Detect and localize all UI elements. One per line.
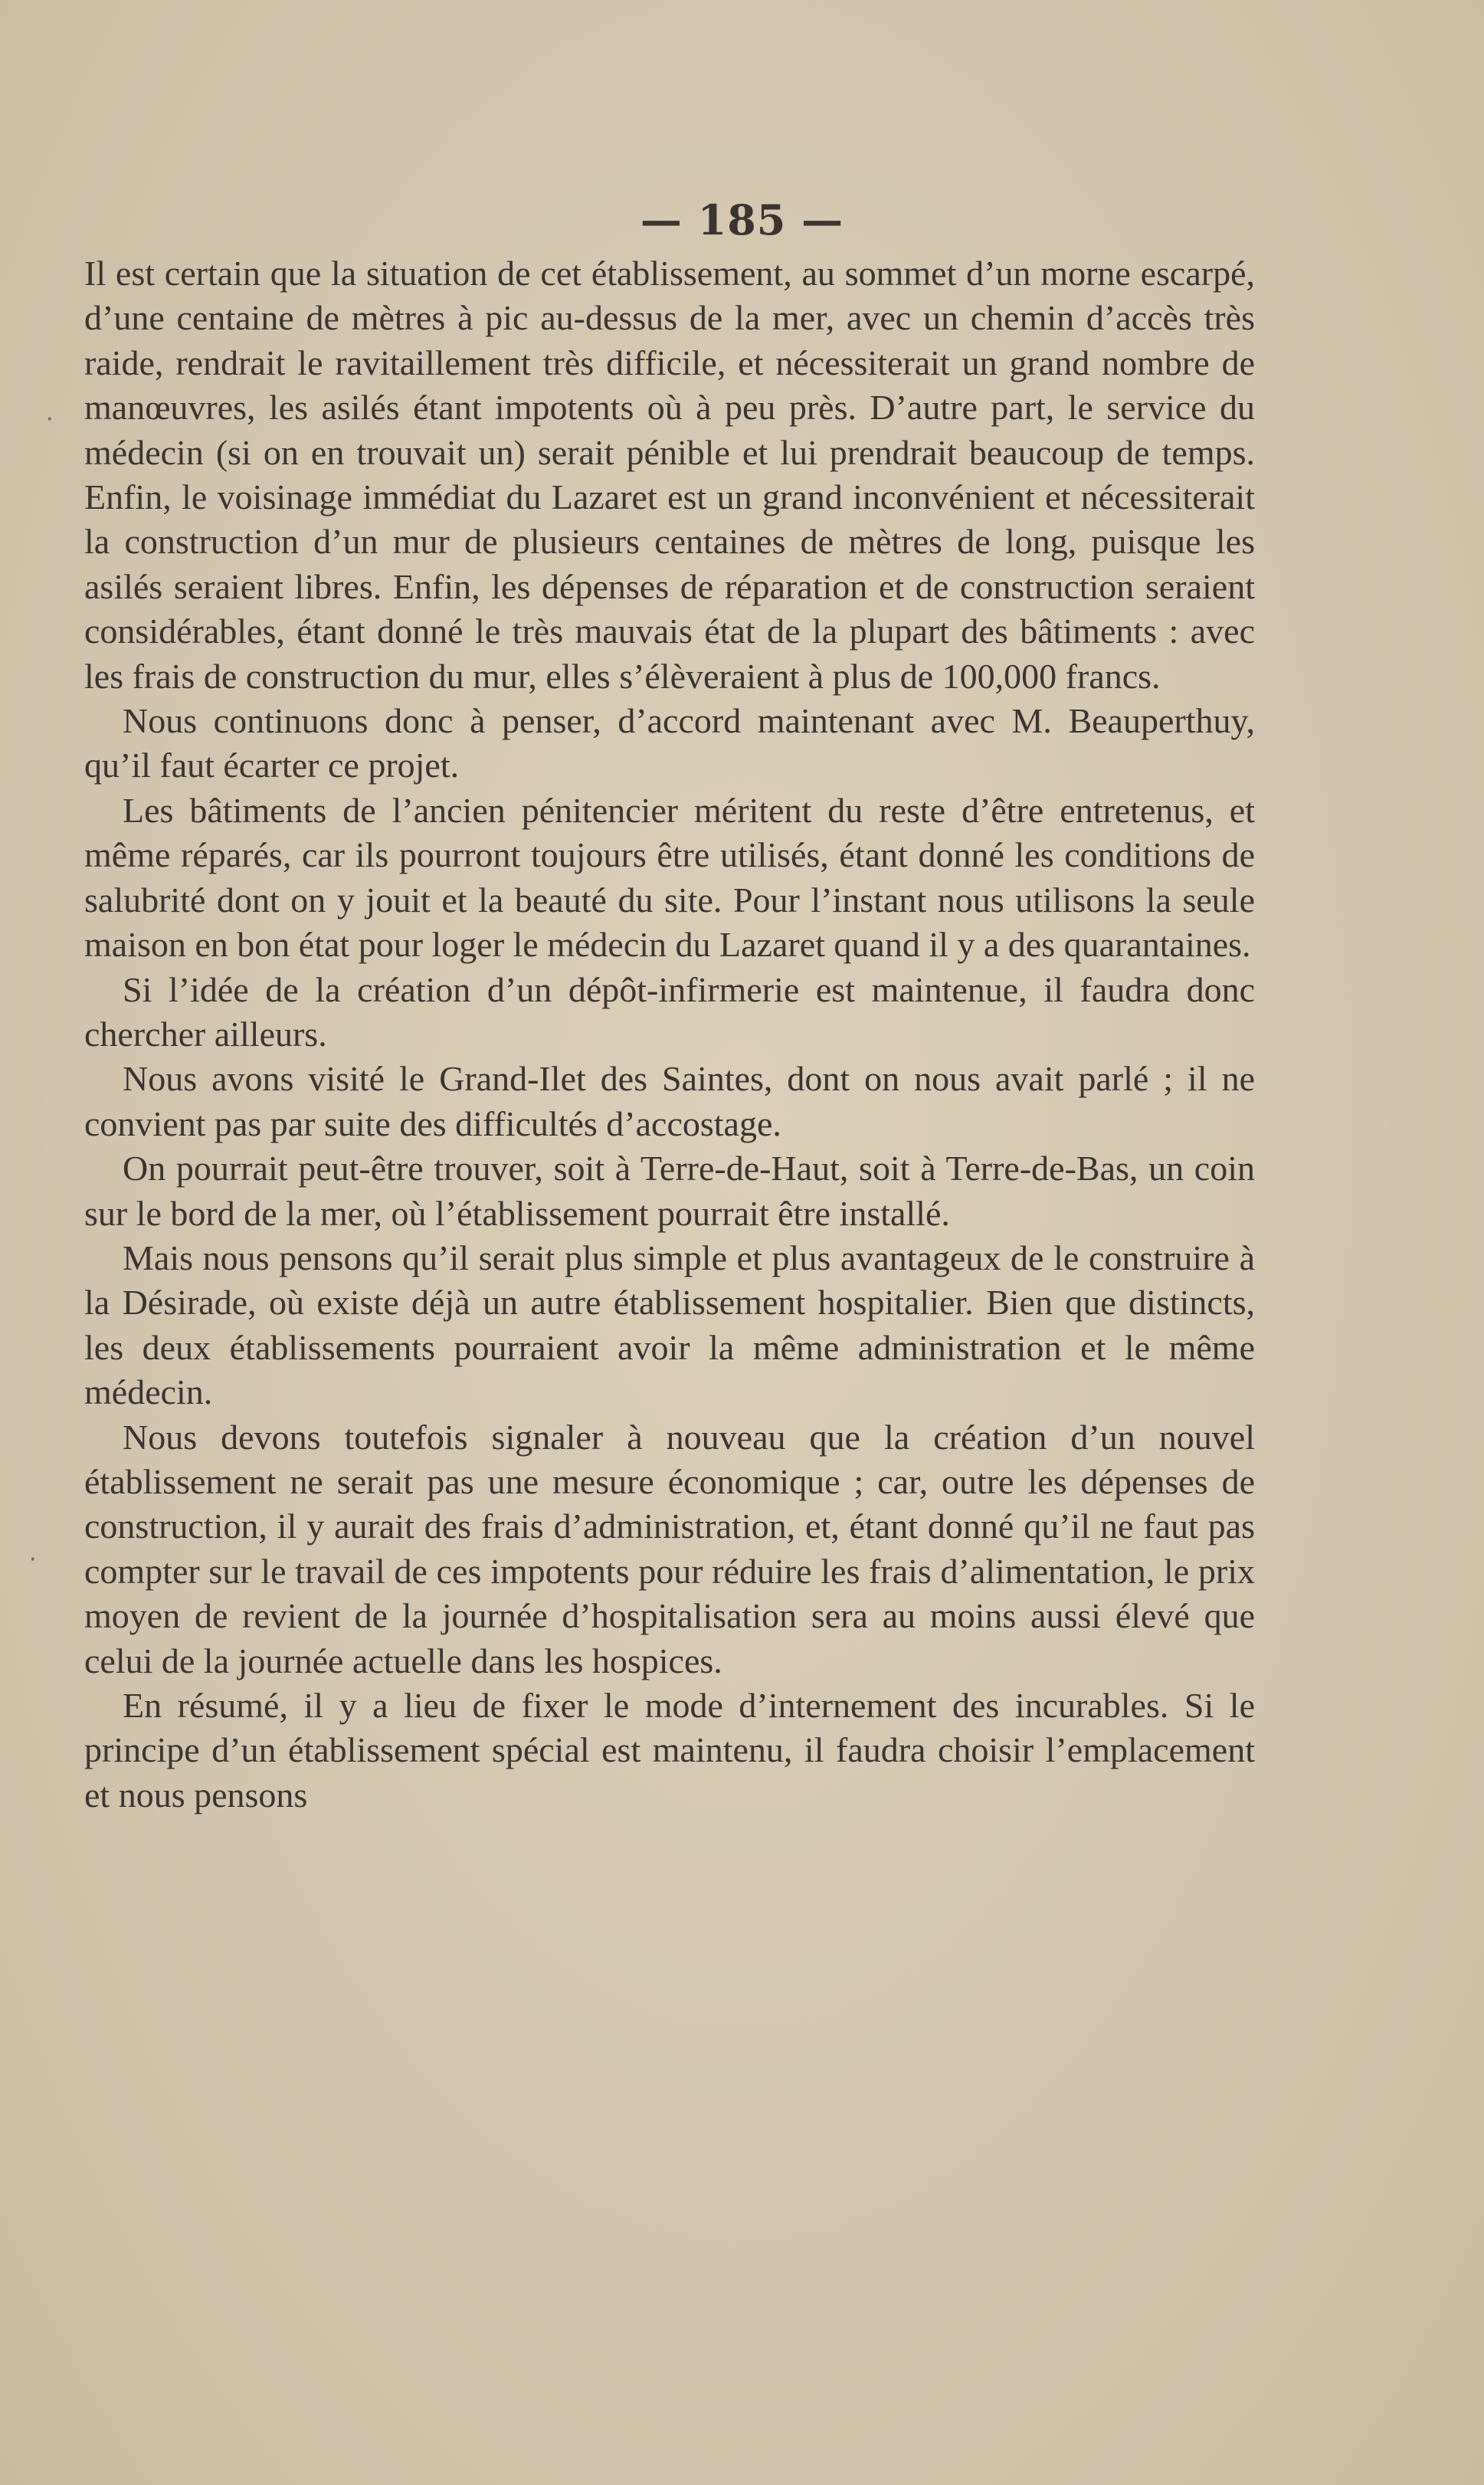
paragraph: Les bâtiments de l’ancien pénitencier méritent du reste d’être entretenus, et même réparés, car ils pourront toujours être utilisés, étant donné les conditions de salubrité dont on y jouit et la beauté du site. Pour l’instant nous utilisons la seule maison en bon état pour loger le médecin du Lazaret quand il y a des quarantaines. (84, 790, 1255, 965)
page-number: — 185 — (640, 195, 844, 244)
paragraph: Si l’idée de la création d’un dépôt-infirmerie est maintenue, il faudra donc chercher ailleurs. (84, 969, 1255, 1054)
paragraph: En résumé, il y a lieu de fixer le mode d’internement des incurables. Si le principe d’un établissement spécial est maintenu, il faudra choisir l’emplacement et nous pensons (84, 1686, 1255, 1815)
body-text (84, 251, 1255, 1818)
margin-dot-mark: · (29, 1546, 37, 1573)
paragraph: Nous continuons donc à penser, d’accord maintenant avec M. Beauperthuy, qu’il faut écarter ce projet. (84, 701, 1255, 785)
paragraph: Il est certain que la situation de cet établissement, au sommet d’un morne escarpé, d’une centaine de mètres à pic au-dessus de la mer, avec un chemin d’accès très raide, rendrait le ravitaillement très difficile, et nécessiterait un grand nombre de manœuvres, les asilés étant impotents où à peu près. D’autre part, le service du médecin (si on en trouvait un) serait pénible et lui prendrait beaucoup de temps. Enfin, le voisinage immédiat du Lazaret est un grand inconvénient et nécessiterait la construction d’un mur de plusieurs centaines de mètres de long, puisque les asilés seraient libres. Enfin, les dépenses de réparation et de construction seraient considérables, étant donné le très mauvais état de la plupart des bâtiments : avec les frais de construction du mur, elles s’élèveraient à plus de 100,000 francs. (84, 254, 1255, 696)
paragraph: Nous devons toutefois signaler à nouveau que la création d’un nouvel établissement ne serait pas une mesure économique ; car, outre les dépenses de construction, il y aurait des frais d’administration, et, étant donné qu’il ne faut pas compter sur le travail de ces impotents pour réduire les frais d’alimentation, le prix moyen de revient de la journée d’hospitalisation sera au moins aussi élevé que celui de la journée actuelle dans les hospices. (84, 1417, 1255, 1680)
paragraph: Nous avons visité le Grand-Ilet des Saintes, dont on nous avait parlé ; il ne convient pas par suite des difficultés d’accostage. (84, 1059, 1255, 1143)
paragraph: On pourrait peut-être trouver, soit à Terre-de-Haut, soit à Terre-de-Bas, un coin sur le bord de la mer, où l’établissement pourrait être installé. (84, 1149, 1255, 1233)
margin-dot-mark: · (46, 406, 54, 433)
paragraph: Mais nous pensons qu’il serait plus simple et plus avantageux de le construire à la Désirade, où existe déjà un autre établissement hospitalier. Bien que distincts, les deux établissements pourraient avoir la même administration et le même médecin. (84, 1238, 1255, 1412)
